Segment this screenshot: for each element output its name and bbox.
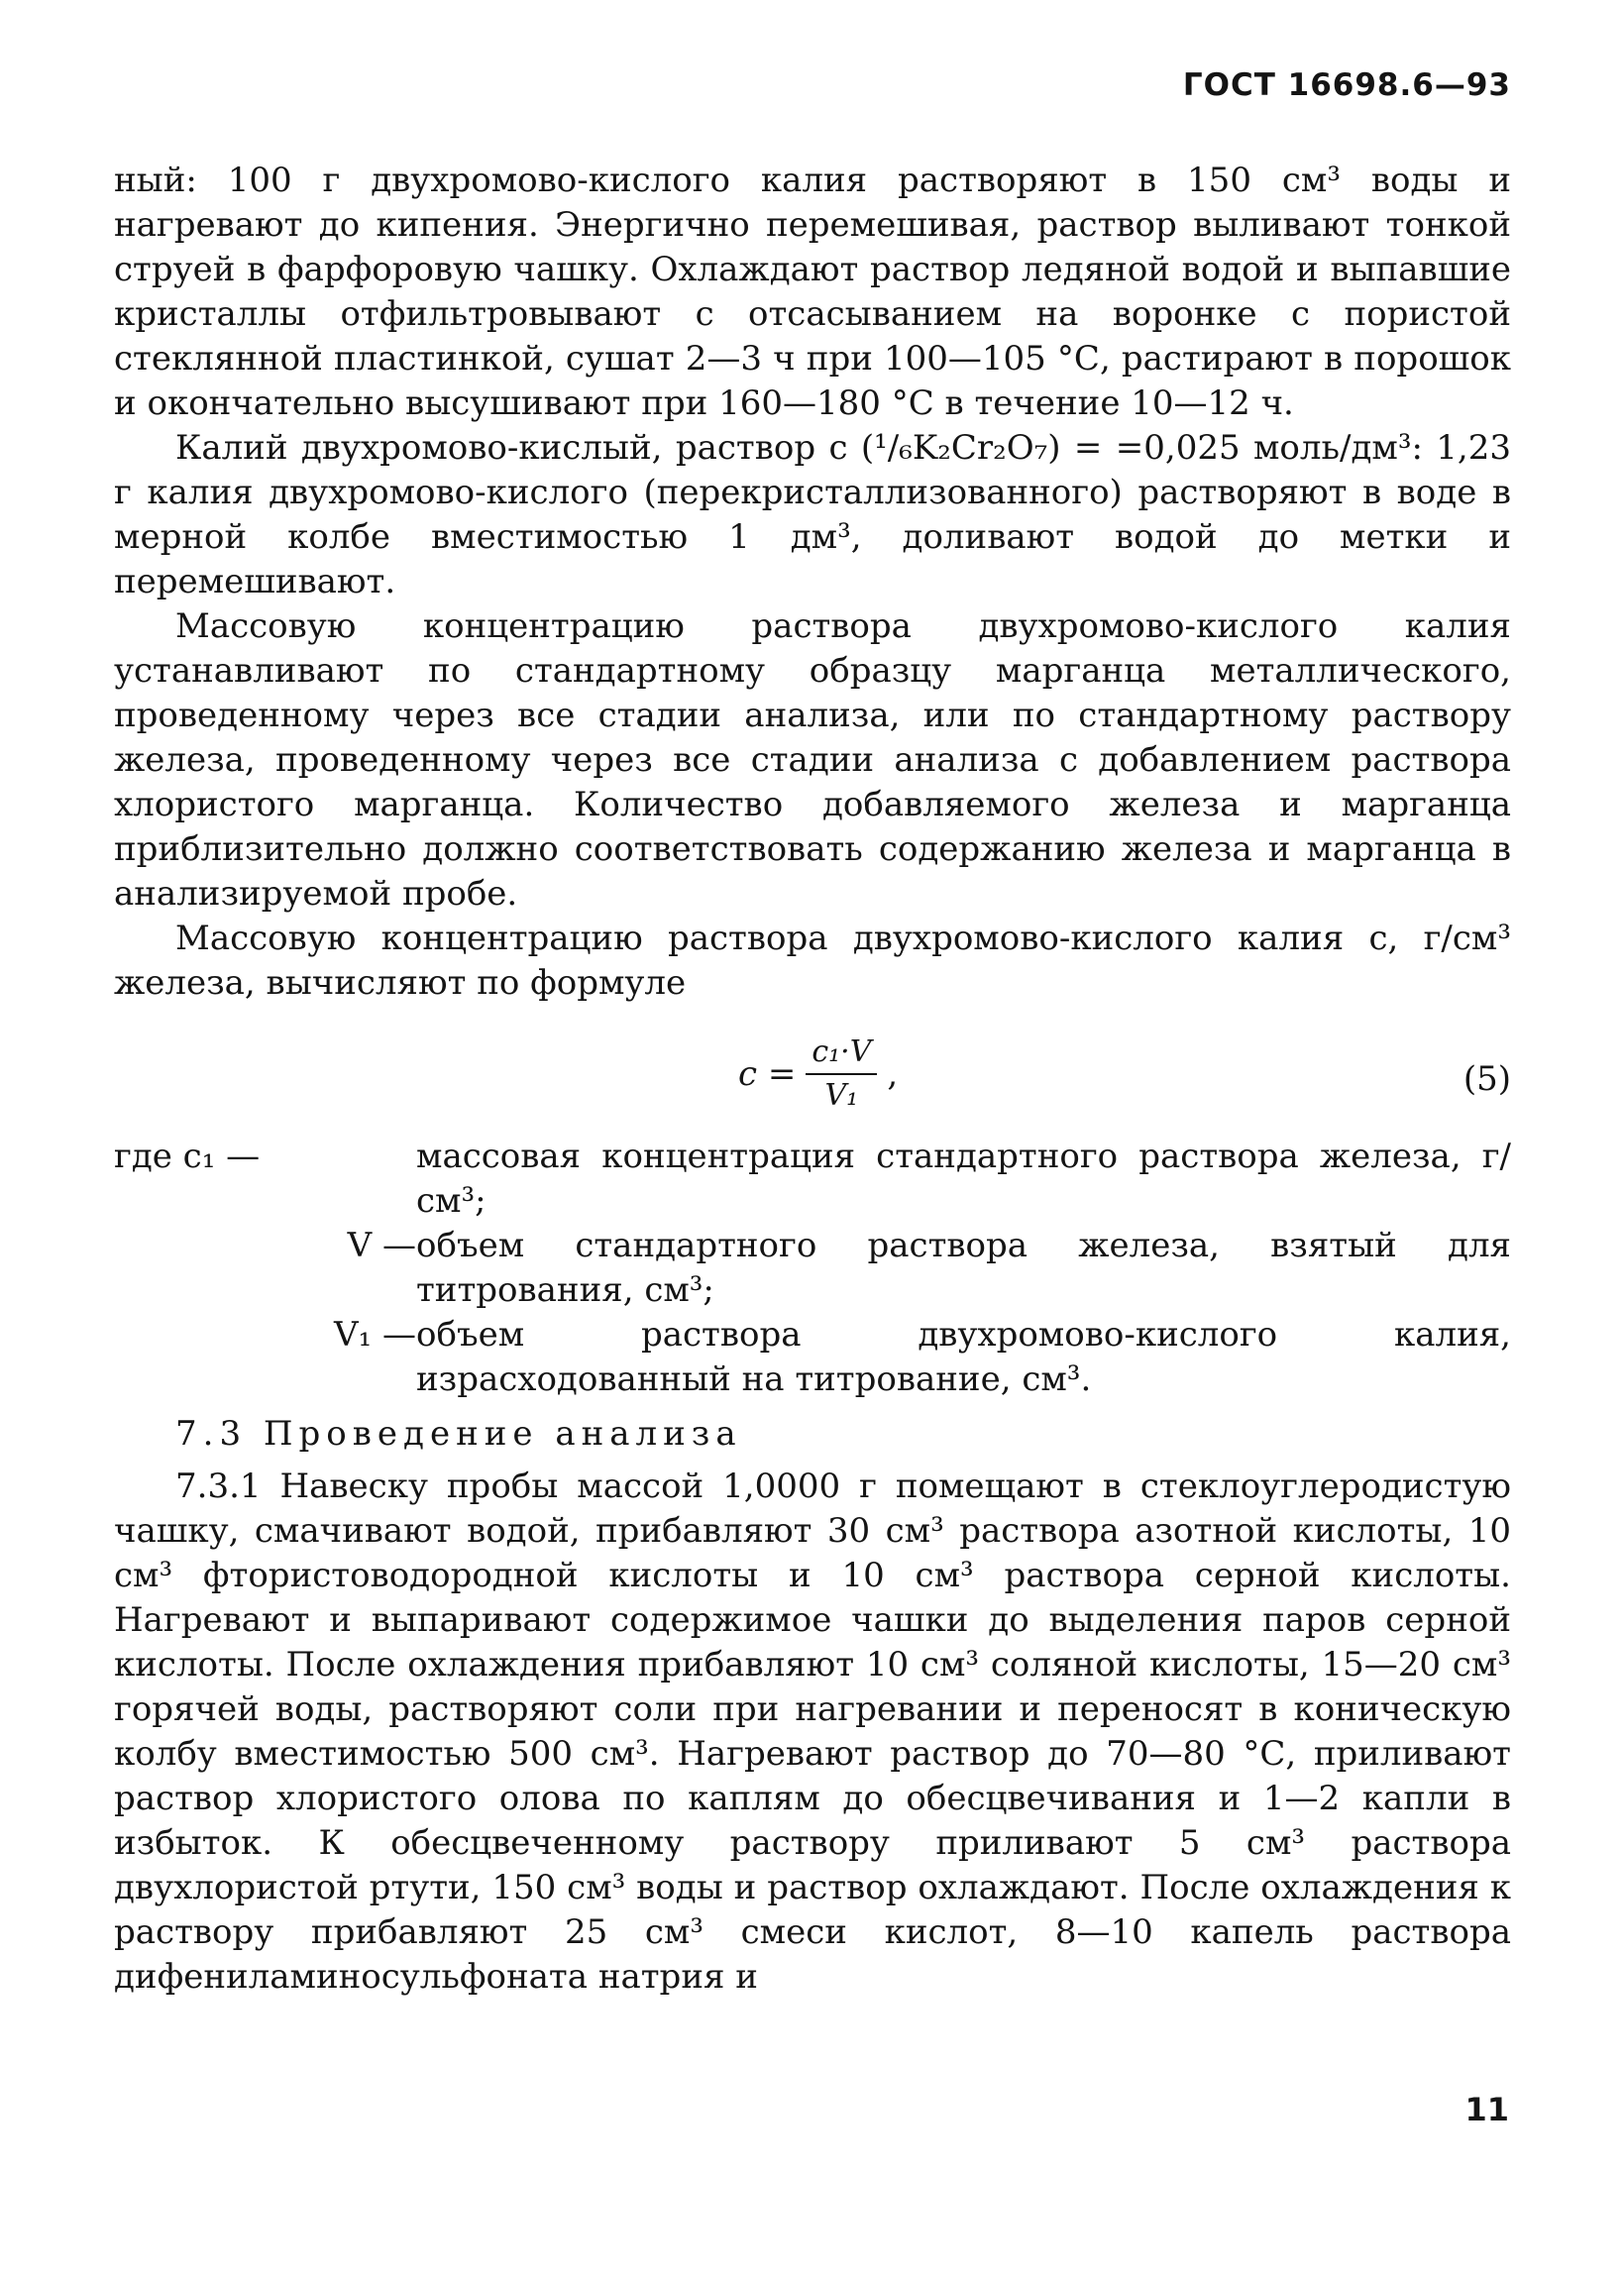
definition-row [114, 1313, 1511, 1402]
formula-denominator: V₁ [824, 1078, 859, 1113]
definition-symbol: V₁ — [334, 1315, 416, 1355]
formula-block [114, 1018, 1511, 1135]
paragraph-solution-prep: Калий двухромово-кислый, раствор с (¹/₆K₂Cr₂O₇) = =0,025 моль/дм³: 1,23 г калия двухромово-кислого (перекристаллизованного) растворяют в воде в мерной колбе вместимостью 1 дм³, доливают водой до метки и перемешивают. [114, 428, 1511, 601]
definition-symbol: где c₁ — [114, 1137, 261, 1176]
definition-text: объем стандартного раствора железа, взятый для титрования, см³; [416, 1226, 1511, 1310]
paragraph-formula-intro: Массовую концентрацию раствора двухромово-кислого калия с, г/см³ железа, вычисляют по формуле [114, 919, 1511, 1003]
document-page [114, 0, 1511, 2282]
paragraph-continuation: ный: 100 г двухромово-кислого калия растворяют в 150 см³ воды и нагревают до кипения. Энергично перемешивая, раствор выливают тонкой струей в фарфоровую чашку. Охлаждают раствор ледяной водой и выпавшие кристаллы отфильтровывают с отсасыванием на воронке с пористой стеклянной пластинкой, сушат 2—3 ч при 100—105 °С, растирают в порошок и окончательно высушивают при 160—180 °С в течение 10—12 ч. [114, 161, 1511, 423]
formula-comma: , [887, 1053, 899, 1094]
formula-numerator: c₁·V [806, 1035, 877, 1075]
definition-row [114, 1224, 1511, 1313]
definition-text: массовая концентрация стандартного раствора железа, г/см³; [416, 1137, 1511, 1221]
definition-symbol: V — [347, 1226, 416, 1265]
document-body [114, 159, 1511, 2000]
section-heading: 7.3 Проведение анализа [175, 1414, 742, 1454]
formula-expression [738, 1035, 898, 1113]
formula-lhs: с = [738, 1053, 797, 1094]
definition-text: объем раствора двухромово-кислого калия, израсходованный на титрование, см³. [416, 1315, 1511, 1399]
paragraph-concentration-method: Массовую концентрацию раствора двухромово-кислого калия устанавливают по стандартному образцу марганца металлического, проведенному через все стадии анализа, или по стандартному раствору железа, проведенному через все стадии анализа с добавлением раствора хлористого марганца. Количество добавляемого железа и марганца приблизительно должно соответствовать содержанию железа и марганца в анализируемой пробе. [114, 606, 1511, 914]
standard-code-header: ГОСТ 16698.6—93 [1182, 67, 1511, 103]
definition-row [114, 1135, 1511, 1224]
formula-number: (5) [1462, 1059, 1511, 1099]
formula-fraction [806, 1035, 877, 1113]
paragraph-analysis-procedure: 7.3.1 Навеску пробы массой 1,0000 г помещают в стеклоуглеродистую чашку, смачивают водой, прибавляют 30 см³ раствора азотной кислоты, 10 см³ фтористоводородной кислоты и 10 см³ раствора серной кислоты. Нагревают и выпаривают содержимое чашки до выделения паров серной кислоты. После охлаждения прибавляют 10 см³ соляной кислоты, 15—20 см³ горячей воды, растворяют соли при нагревании и переносят в коническую колбу вместимостью 500 см³. Нагревают раствор до 70—80 °С, приливают раствор хлористого олова по каплям до обесцвечивания и 1—2 капли в избыток. К обесцвеченному раствору приливают 5 см³ раствора двухлористой ртути, 150 см³ воды и раствор охлаждают. После охлаждения к раствору прибавляют 25 см³ смеси кислот, 8—10 капель раствора дифениламиносульфоната натрия и [114, 1467, 1511, 1997]
variable-definitions [114, 1135, 1511, 1402]
page-number: 11 [1464, 2091, 1509, 2128]
